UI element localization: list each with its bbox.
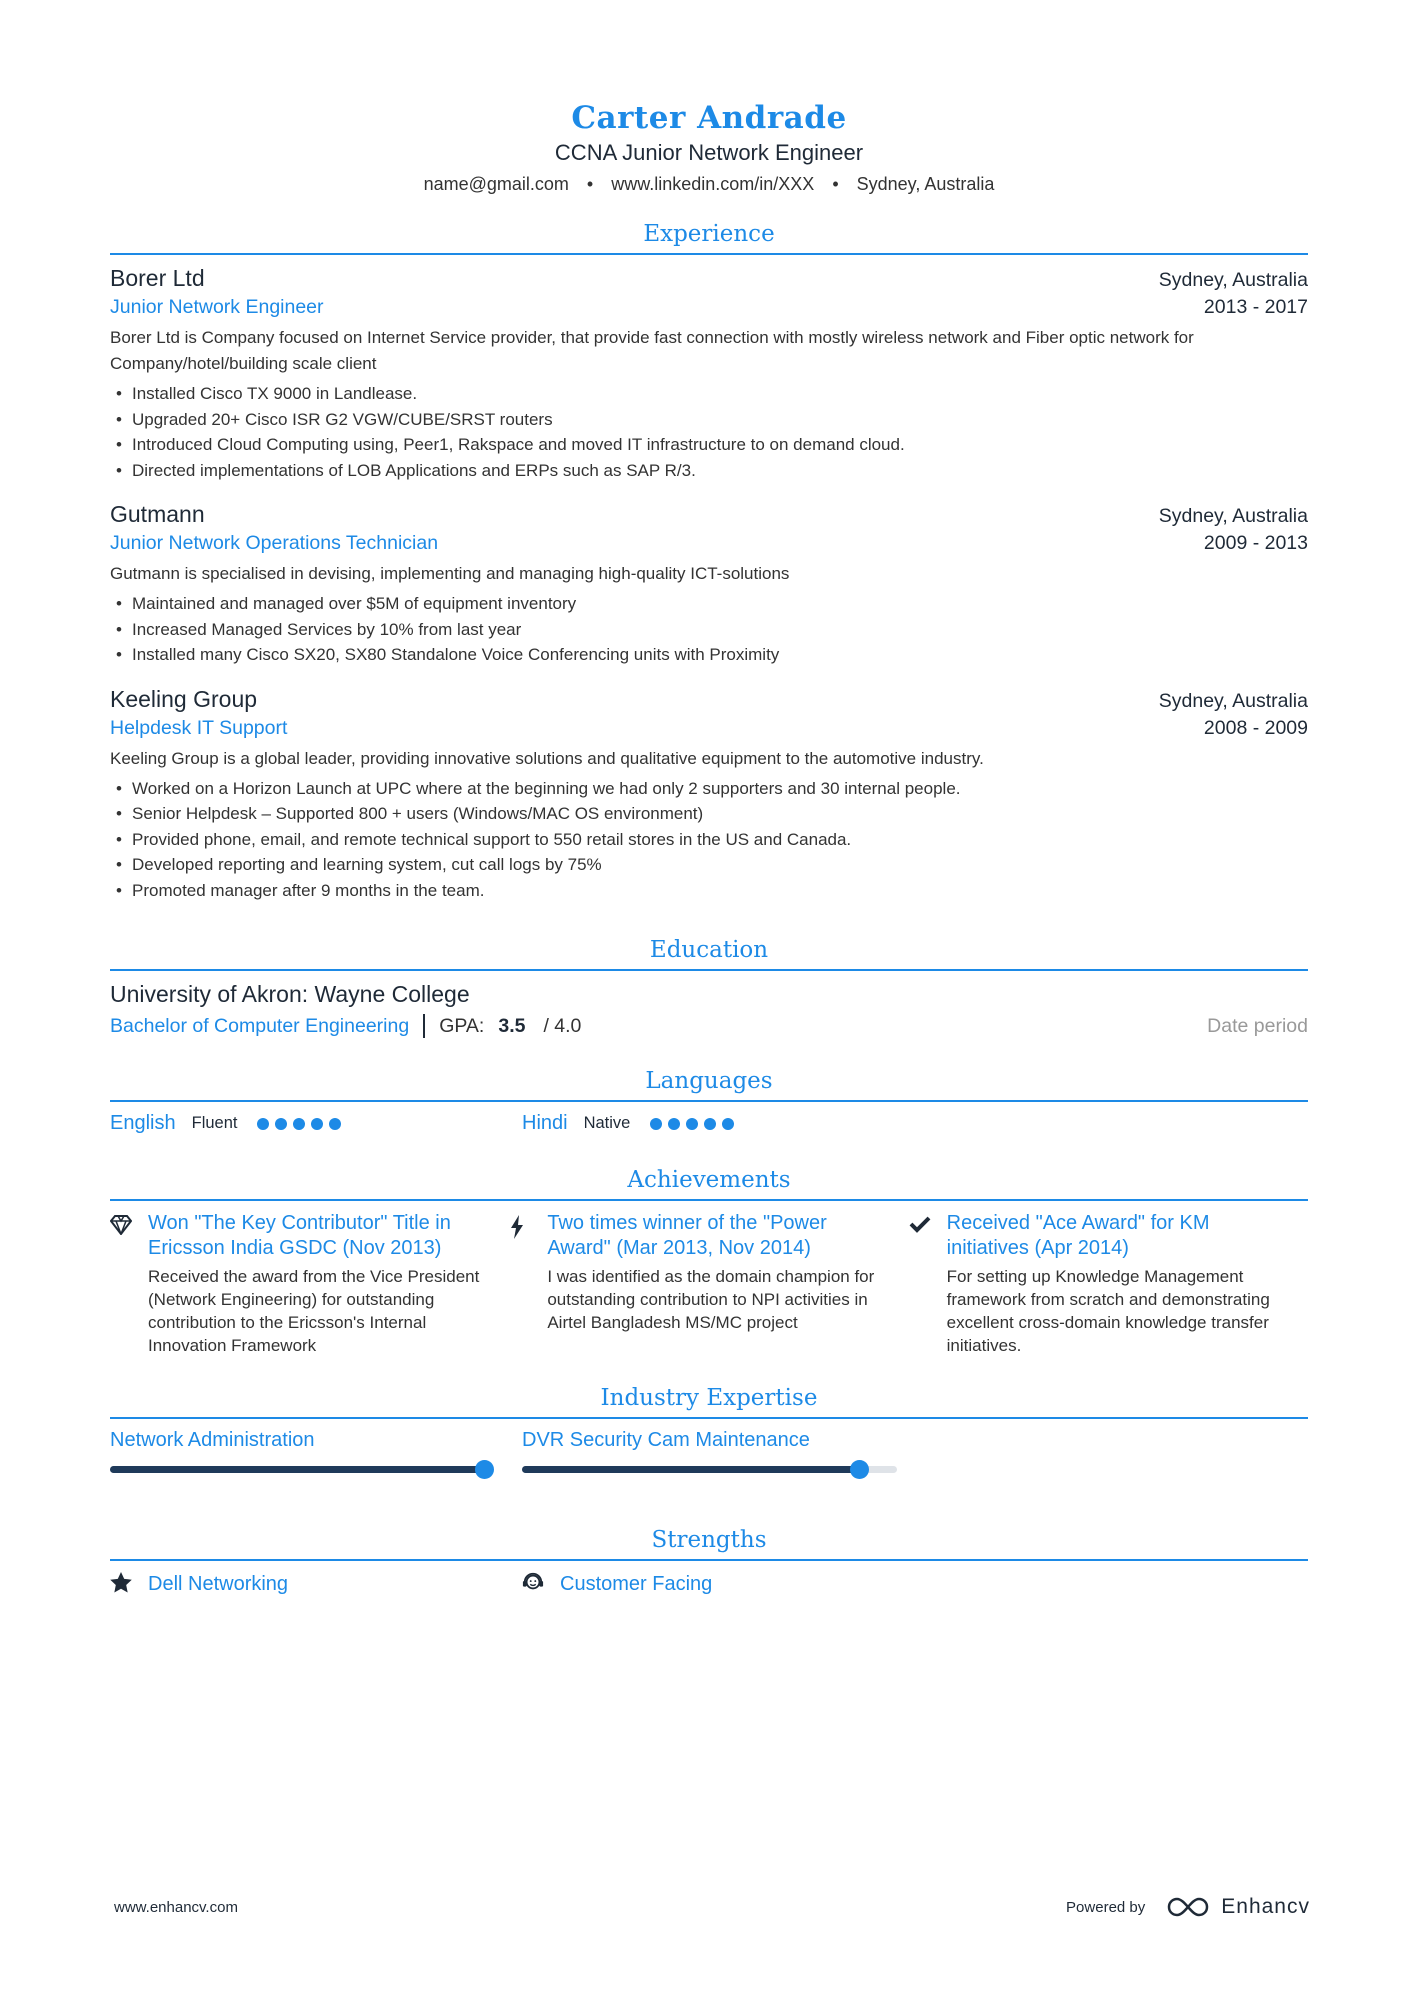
expertise-bar [110, 1466, 485, 1473]
strength-name: Dell Networking [148, 1573, 289, 1595]
language-rating [257, 1118, 341, 1130]
education-degree: Bachelor of Computer Engineering [110, 1014, 410, 1037]
list-item: • Developed reporting and learning system, cut call logs by 75% [110, 852, 1308, 878]
expertise-item [522, 1429, 934, 1473]
job-period: 2009 - 2013 [1203, 532, 1308, 554]
job-period: 2013 - 2017 [1203, 296, 1308, 318]
achievements-section [110, 1167, 1308, 1357]
job-location: Sydney, Australia [1158, 269, 1308, 291]
candidate-name: Carter Andrade [571, 100, 847, 136]
section-title: Education [110, 937, 1308, 971]
brand-name: Enhancv [1221, 1895, 1310, 1918]
achievement-description: Received the award from the Vice President (Network Engineering) for outstanding contribution to the Ericsson's Internal Innovation Framework [148, 1267, 480, 1355]
job-role: Junior Network Operations Technician [110, 532, 439, 554]
section-title: Languages [110, 1068, 1308, 1102]
strengths-section [110, 1527, 1308, 1598]
job-description: Keeling Group is a global leader, providing innovative solutions and qualitative equipment to the automotive industry. [110, 748, 984, 768]
section-title: Industry Expertise [110, 1385, 1308, 1419]
star-icon [110, 1572, 148, 1598]
language-name: Hindi [522, 1112, 568, 1134]
language-level: Fluent [191, 1114, 238, 1132]
linkedin-link[interactable]: www.linkedin.com/in/XXX [611, 174, 815, 194]
expertise-bar-fill [110, 1466, 485, 1473]
check-icon [909, 1211, 947, 1357]
gpa-value: 3.5 [498, 1014, 526, 1037]
expertise-name: DVR Security Cam Maintenance [522, 1429, 810, 1451]
experience-section [110, 221, 1308, 903]
language-item [522, 1112, 934, 1135]
job-bullets [110, 381, 1308, 483]
list-item: • Senior Helpdesk – Supported 800 + users (Windows/MAC OS environment) [110, 801, 1308, 827]
section-title: Strengths [110, 1527, 1308, 1561]
resume-page [110, 0, 1308, 1598]
section-title: Experience [110, 221, 1308, 255]
job-description: Gutmann is specialised in devising, implementing and managing high-quality ICT-solutions [110, 564, 790, 583]
expertise-section [110, 1385, 1308, 1473]
strength-item [110, 1571, 522, 1598]
job-entry [110, 686, 1308, 904]
footer-website-link[interactable]: www.enhancv.com [114, 1898, 238, 1916]
achievement-title: Won "The Key Contributor" Title in Ericsson India GSDC (Nov 2013) [148, 1212, 451, 1259]
education-section [110, 937, 1308, 1038]
list-item: • Provided phone, email, and remote technical support to 550 retail stores in the US and Canada. [110, 827, 1308, 853]
expertise-bar-knob [850, 1460, 869, 1479]
achievement-item [509, 1211, 908, 1357]
language-name: English [110, 1112, 176, 1134]
list-item: • Introduced Cloud Computing using, Peer1, Rakspace and moved IT infrastructure to on demand cloud. [110, 432, 1308, 458]
job-bullets [110, 591, 1308, 668]
location-text: Sydney, Australia [856, 174, 995, 194]
achievement-description: I was identified as the domain champion for outstanding contribution to NPI activities in Airtel Bangladesh MS/MC project [547, 1267, 875, 1332]
separator-dot: • [586, 174, 594, 194]
education-date: Date period [1207, 1014, 1308, 1037]
powered-by-label: Powered by [1066, 1898, 1146, 1916]
job-entry [110, 501, 1308, 668]
section-title: Achievements [110, 1167, 1308, 1201]
job-description: Borer Ltd is Company focused on Internet Service provider, that provide fast connection with mostly wireless network and Fiber optic network for Company/hotel/building scale client [110, 328, 1194, 373]
education-school: University of Akron: Wayne College [110, 981, 470, 1007]
list-item: • Increased Managed Services by 10% from last year [110, 617, 1308, 643]
infinity-logo-icon [1165, 1895, 1211, 1919]
expertise-name: Network Administration [110, 1429, 315, 1451]
job-location: Sydney, Australia [1158, 505, 1308, 527]
expertise-bar [522, 1466, 897, 1473]
candidate-title: CCNA Junior Network Engineer [554, 140, 864, 165]
list-item: • Promoted manager after 9 months in the team. [110, 878, 1308, 904]
job-role: Junior Network Engineer [110, 296, 324, 318]
list-item: • Installed Cisco TX 9000 in Landlease. [110, 381, 1308, 407]
achievement-item [909, 1211, 1308, 1357]
job-entry [110, 265, 1308, 483]
list-item: • Directed implementations of LOB Applications and ERPs such as SAP R/3. [110, 458, 1308, 484]
job-role: Helpdesk IT Support [110, 716, 288, 739]
separator-dot: • [832, 174, 839, 194]
job-bullets [110, 776, 1308, 904]
expertise-bar-fill [522, 1466, 860, 1473]
list-item: • Upgraded 20+ Cisco ISR G2 VGW/CUBE/SRST routers [110, 407, 1308, 433]
strength-item [522, 1571, 934, 1598]
divider [423, 1014, 425, 1038]
list-item: • Maintained and managed over $5M of equipment inventory [110, 591, 1308, 617]
list-item: • Worked on a Horizon Launch at UPC where at the beginning we had only 2 supporters and 30 internal people. [110, 776, 1308, 802]
achievement-title: Received "Ace Award" for KM initiatives (Apr 2014) [946, 1212, 1210, 1259]
bolt-icon [509, 1211, 547, 1357]
achievement-title: Two times winner of the "Power Award" (Mar 2013, Nov 2014) [547, 1212, 827, 1259]
languages-section [110, 1068, 1308, 1135]
job-period: 2008 - 2009 [1203, 716, 1308, 739]
language-level: Native [583, 1114, 631, 1132]
headset-icon [522, 1571, 560, 1598]
gpa-max: / 4.0 [543, 1014, 582, 1037]
list-item: • Installed many Cisco SX20, SX80 Standalone Voice Conferencing units with Proximity [110, 642, 1308, 668]
expertise-bar-knob [475, 1460, 494, 1479]
expertise-item [110, 1429, 522, 1473]
job-location: Sydney, Australia [1158, 689, 1308, 712]
resume-header [110, 0, 1308, 195]
job-company: Borer Ltd [110, 265, 205, 291]
page-footer [114, 1895, 1310, 1919]
language-item [110, 1112, 522, 1135]
strength-name: Customer Facing [560, 1573, 713, 1595]
language-rating [650, 1118, 734, 1130]
job-company: Gutmann [110, 501, 205, 527]
brand-logo[interactable] [1165, 1895, 1310, 1919]
contact-line [110, 174, 1308, 195]
achievement-item [110, 1211, 509, 1357]
diamond-icon [110, 1211, 148, 1357]
achievement-description: For setting up Knowledge Management framework from scratch and demonstrating excellent cross-domain knowledge transfer initiatives. [946, 1267, 1270, 1355]
gpa-label: GPA: [439, 1014, 485, 1037]
email-link[interactable]: name@gmail.com [423, 174, 569, 194]
job-company: Keeling Group [110, 685, 258, 712]
